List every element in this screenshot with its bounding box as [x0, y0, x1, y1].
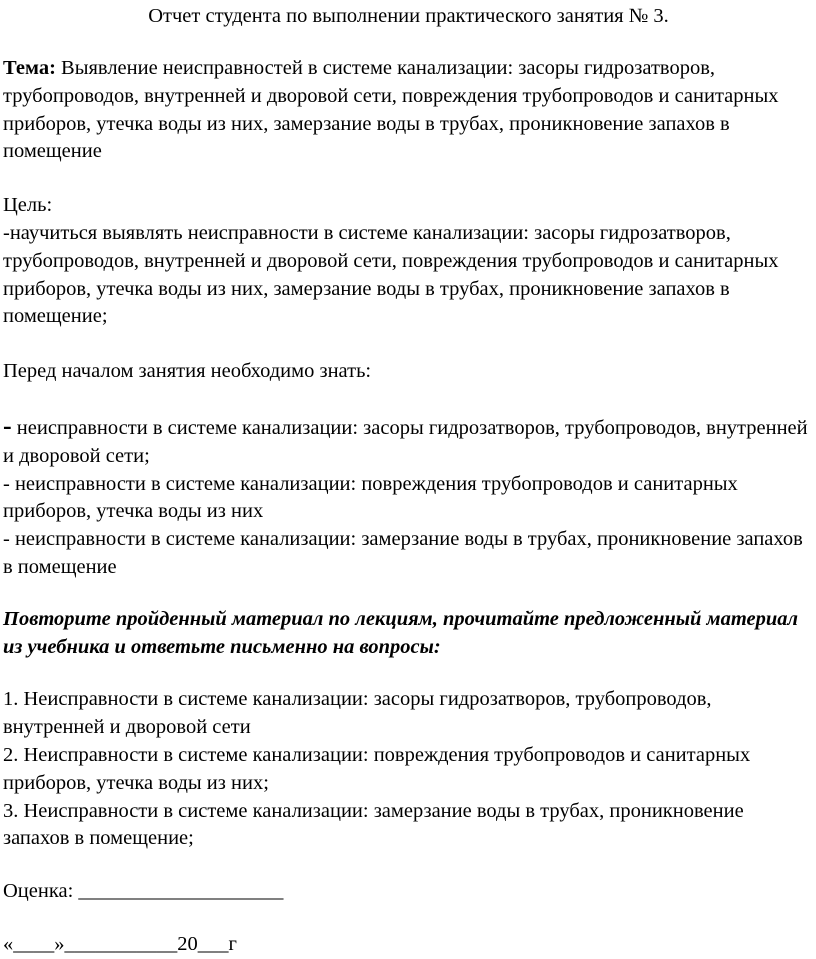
goal-label: Цель: — [3, 194, 53, 217]
grade-label: Оценка: — [3, 880, 74, 903]
question-item: 2. Неисправности в системе канализации: повреждения трубопроводов и санитарных приборов, утечка воды из них; — [3, 743, 751, 794]
prerequisite-item: - неисправности в системе канализации: повреждения трубопроводов и санитарных приборов, утечка воды из них — [3, 472, 738, 523]
topic-paragraph — [3, 55, 814, 166]
question-item: 3. Неисправности в системе канализации: замерзание воды в трубах, проникновение запахов в помещение; — [3, 799, 744, 850]
topic-label: Тема: — [3, 57, 56, 79]
topic-text: Выявление неисправностей в системе канализации: засоры гидрозатворов, трубопроводов, внутренней и дворовой сети, повреждения трубопроводов и санитарных приборов, утечка воды из них, замерзание воды в трубах, проникновение запахов в помещение — [3, 57, 779, 163]
prerequisite-item — [3, 412, 814, 471]
prerequisites-list — [3, 412, 814, 582]
question-item: 1. Неисправности в системе канализации: засоры гидрозатворов, трубопроводов, внутренней и дворовой сети — [3, 688, 712, 739]
prerequisite-item: - неисправности в системе канализации: замерзание воды в трубах, проникновение запахов в помещение — [3, 528, 803, 578]
grade-blank: ____________________ — [73, 880, 284, 903]
report-title: Отчет студента по выполнении практического занятия № 3. — [148, 5, 669, 27]
questions-list — [3, 686, 814, 853]
prerequisite-item-text: неисправности в системе канализации: засоры гидрозатворов, трубопроводов, внутренней и дворовой сети; — [3, 416, 808, 467]
grade-line — [3, 878, 814, 906]
goal-text: -научиться выявлять неисправности в системе канализации: засоры гидрозатворов, трубопроводов, внутренней и дворовой сети, повреждения трубопроводов и санитарных приборов, утечка воды из них, замерзание воды в трубах, проникновение запахов в помещение; — [3, 221, 779, 328]
prerequisite-dash: - — [3, 410, 12, 440]
prerequisites-heading: Перед началом занятия необходимо знать: — [3, 360, 372, 383]
date-line: «____»___________20___г — [3, 932, 237, 955]
instruction-text: Повторите пройденный материал по лекциям, прочитайте предложенный материал из учебника и ответьте письменно на вопросы: — [3, 607, 799, 658]
goal-section — [3, 192, 814, 331]
